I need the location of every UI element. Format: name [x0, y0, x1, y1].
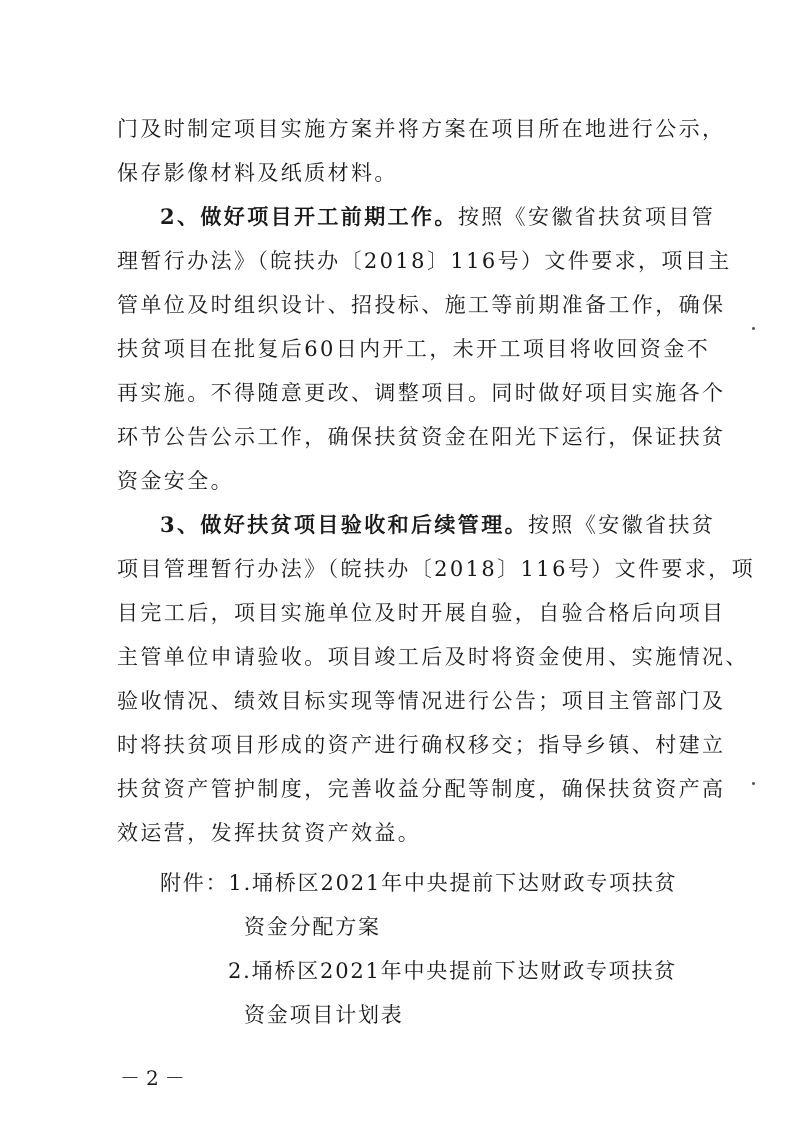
body-line-5: 管单位及时组织设计、招投标、施工等前期准备工作，确保: [117, 293, 726, 317]
attachment-label: 附件：: [160, 871, 229, 895]
body-line-1: 门及时制定项目实施方案并将方案在项目所在地进行公示，: [117, 117, 726, 141]
body-line-6: 扶贫项目在批复后60日内开工，未开工项目将收回资金不: [117, 337, 711, 361]
body-line-15: 时将扶贫项目形成的资产进行确权移交；指导乡镇、村建立: [117, 733, 726, 757]
body-line-4: 理暂行办法》（皖扶办〔2018〕116号）文件要求，项目主: [117, 249, 732, 273]
body-line-9: 资金安全。: [117, 469, 234, 493]
body-line-16: 扶贫资产管护制度，完善收益分配等制度，确保扶贫资产高: [117, 777, 726, 801]
body-line-2: 保存影像材料及纸质材料。: [117, 161, 398, 185]
body-line-13: 主管单位申请验收。项目竣工后及时将资金使用、实施情况、: [117, 645, 749, 669]
paragraph-3-first-line: [160, 510, 793, 540]
paragraph-3-heading: 3、做好扶贫项目验收和后续管理。: [160, 512, 529, 537]
attachment-item-1-line-2: 资金分配方案: [244, 915, 381, 939]
body-line-11: 项目管理暂行办法》（皖扶办〔2018〕116号）文件要求，项: [117, 557, 756, 581]
scan-speck: [752, 782, 755, 785]
paragraph-2-first-line-rest: 按照《安徽省扶贫项目管: [457, 205, 716, 229]
attachment-item-2-line-2: 资金项目计划表: [244, 1003, 404, 1027]
paragraph-2-first-line: [160, 202, 793, 232]
paragraph-2-heading: 2、做好项目开工前期工作。: [160, 204, 458, 229]
page-number: －2－: [120, 1066, 191, 1090]
attachment-item-1-title: 1.埇桥区2021年中央提前下达财政专项扶贫: [228, 871, 678, 895]
body-line-14: 验收情况、绩效目标实现等情况进行公告；项目主管部门及: [117, 689, 726, 713]
body-line-8: 环节公告公示工作，确保扶贫资金在阳光下运行，保证扶贫: [117, 425, 726, 449]
body-line-12: 目完工后，项目实施单位及时开展自验，自验合格后向项目: [117, 601, 726, 625]
attachment-item-1-line-1: [160, 868, 793, 898]
scan-speck: [752, 327, 755, 330]
body-line-17: 效运营，发挥扶贫资产效益。: [117, 821, 422, 845]
paragraph-3-first-line-rest: 按照《安徽省扶贫: [528, 513, 716, 537]
body-line-7: 再实施。不得随意更改、调整项目。同时做好项目实施各个: [117, 381, 726, 405]
attachment-item-2-line-1: 2.埇桥区2021年中央提前下达财政专项扶贫: [228, 959, 678, 983]
